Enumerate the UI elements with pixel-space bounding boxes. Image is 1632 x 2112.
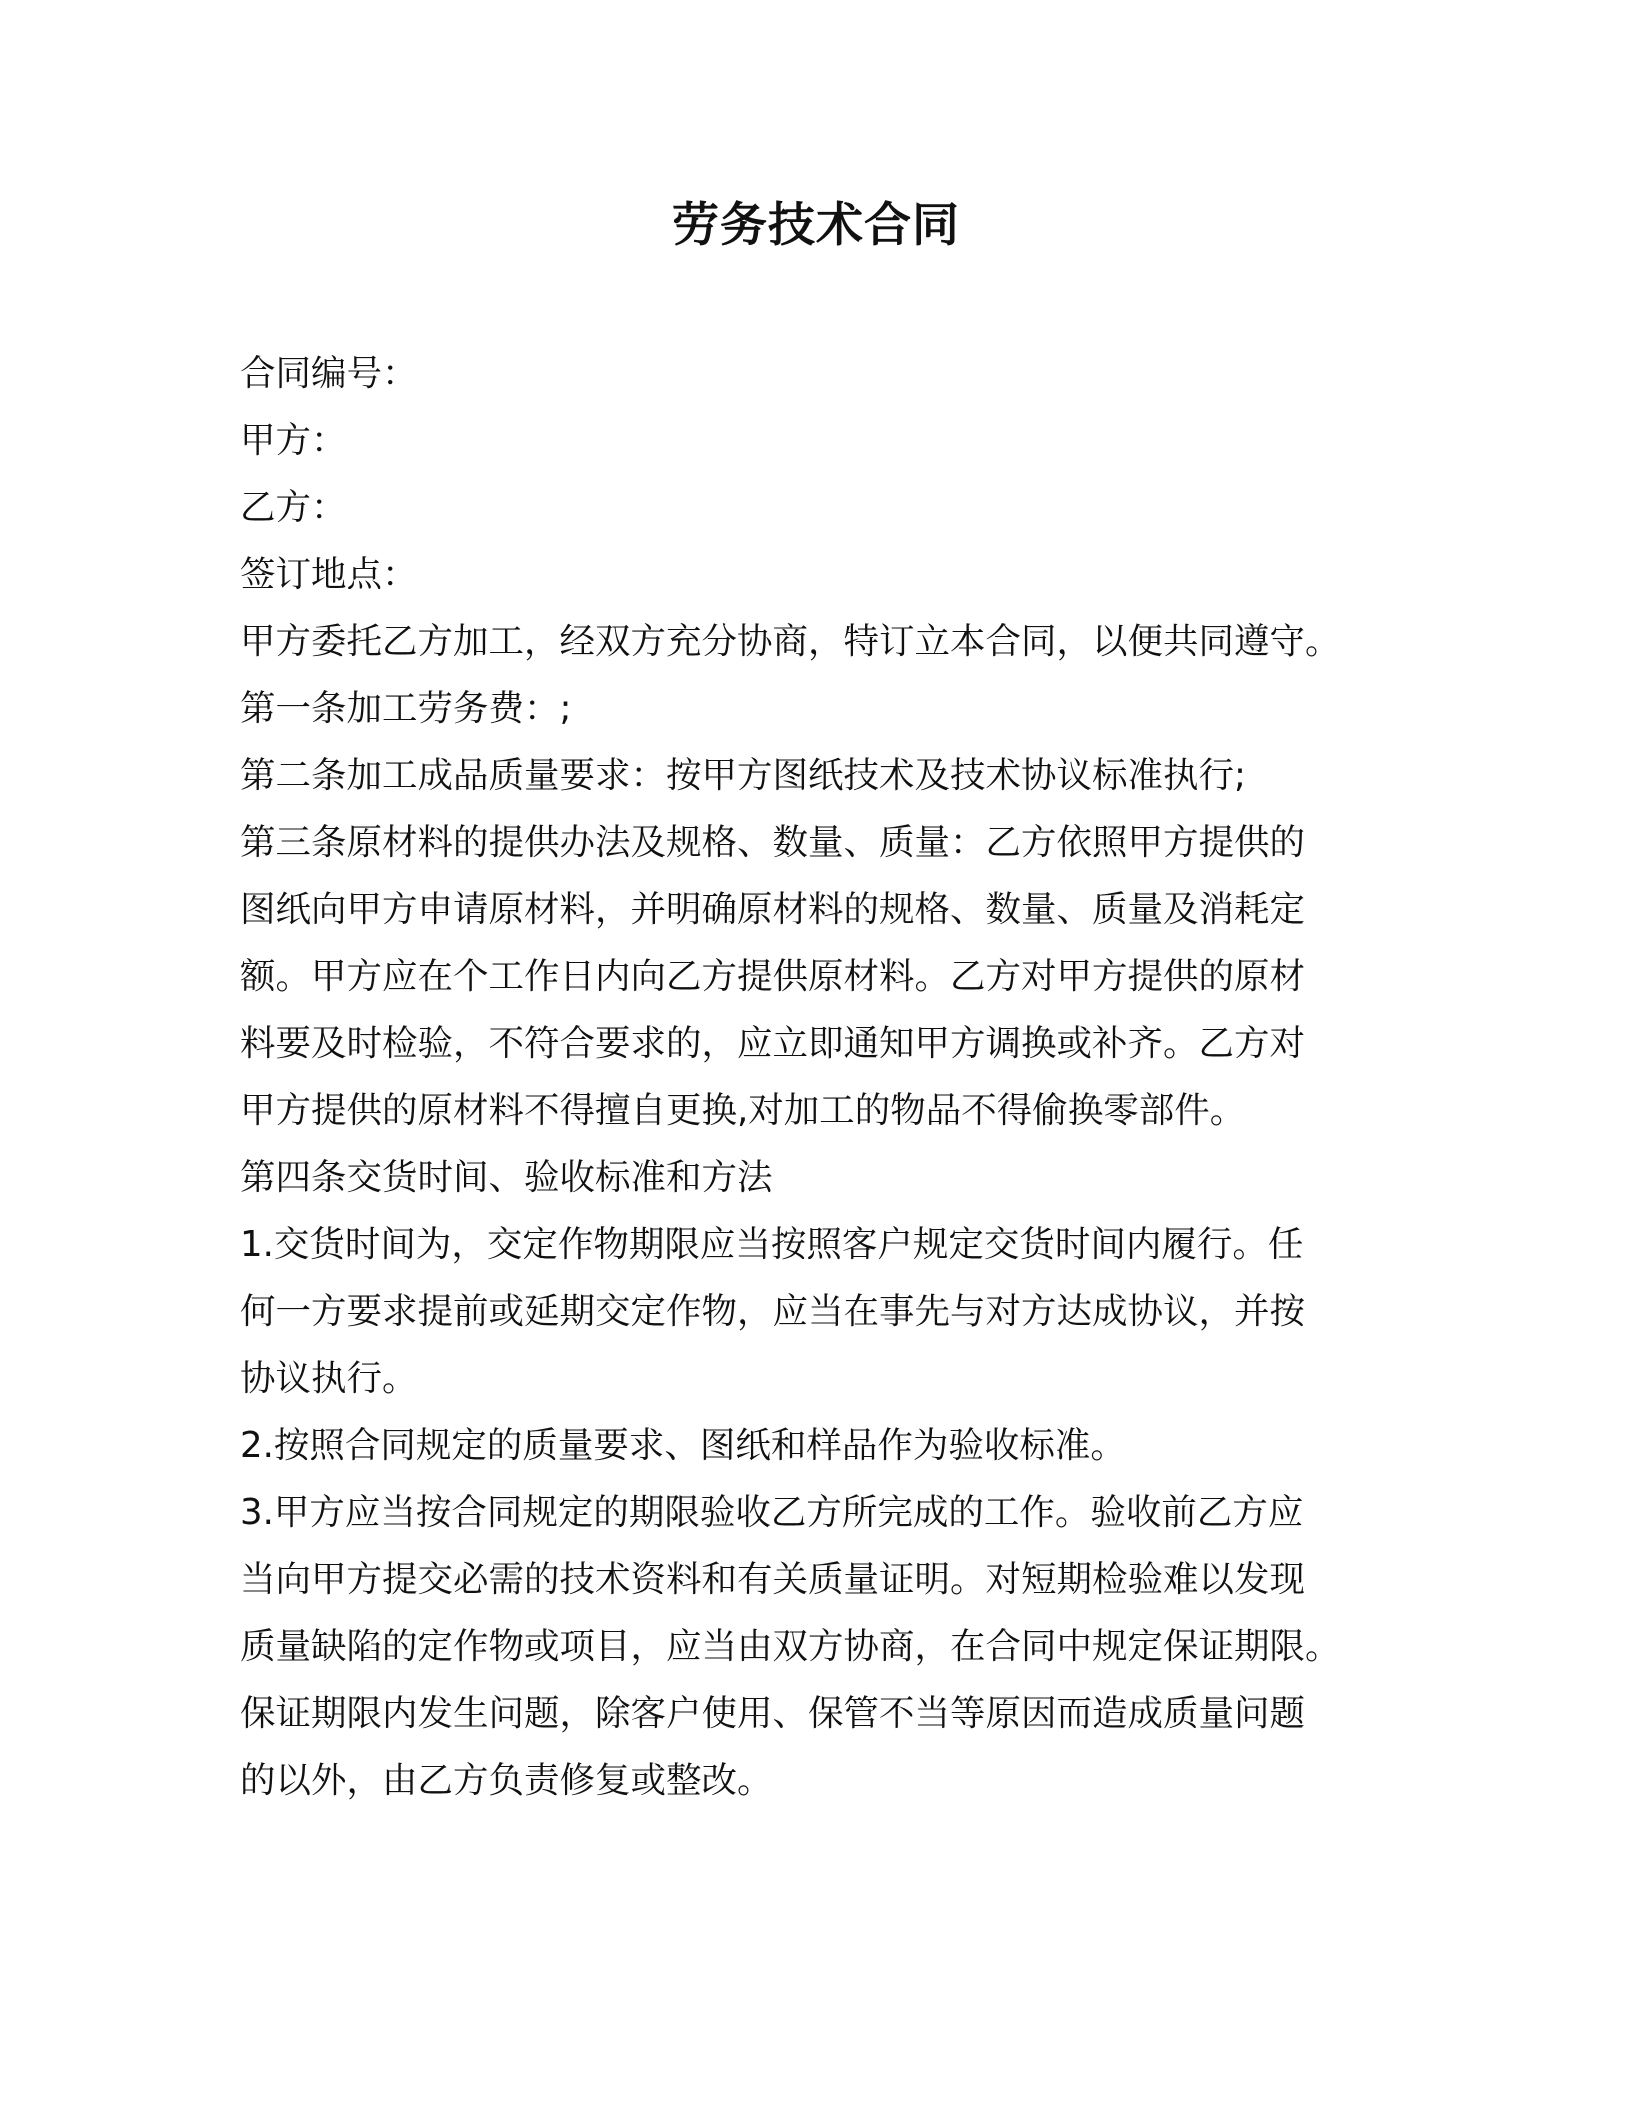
article-4-item-2: 2.按照合同规定的质量要求、图纸和样品作为验收标准。: [240, 1425, 1126, 1466]
article-4-item-3: 的以外，由乙方负责修复或整改。: [240, 1760, 773, 1801]
preamble-line: 甲方委托乙方加工，经双方充分协商，特订立本合同，以便共同遵守。: [240, 621, 1341, 662]
article-3-line: 图纸向甲方申请原材料，并明确原材料的规格、数量、质量及消耗定: [240, 889, 1306, 930]
article-4-heading: 第四条交货时间、验收标准和方法: [240, 1157, 773, 1198]
document-body: [240, 340, 1400, 1814]
party-a-line: 甲方：: [240, 420, 347, 461]
article-3-line: 料要及时检验，不符合要求的，应立即通知甲方调换或补齐。乙方对: [240, 1023, 1306, 1064]
article-4-item-1: 1.交货时间为，交定作物期限应当按照客户规定交货时间内履行。任: [240, 1224, 1304, 1265]
article-3-line: 第三条原材料的提供办法及规格、数量、质量：乙方依照甲方提供的: [240, 822, 1306, 863]
article-4-item-3: 保证期限内发生问题，除客户使用、保管不当等原因而造成质量问题: [240, 1693, 1306, 1734]
article-4-item-3: 质量缺陷的定作物或项目，应当由双方协商，在合同中规定保证期限。: [240, 1626, 1341, 1667]
article-3-line: 甲方提供的原材料不得擅自更换,对加工的物品不得偷换零部件。: [240, 1090, 1246, 1131]
article-1-line: 第一条加工劳务费：;: [240, 688, 572, 729]
article-4-item-1: 协议执行。: [240, 1358, 418, 1399]
article-3-line: 额。甲方应在个工作日内向乙方提供原材料。乙方对甲方提供的原材: [240, 956, 1306, 997]
article-4-item-1: 何一方要求提前或延期交定作物，应当在事先与对方达成协议，并按: [240, 1291, 1306, 1332]
article-2-line: 第二条加工成品质量要求：按甲方图纸技术及技术协议标准执行;: [240, 755, 1246, 796]
article-4-item-3: 当向甲方提交必需的技术资料和有关质量证明。对短期检验难以发现: [240, 1559, 1306, 1600]
contract-number-line: 合同编号：: [240, 353, 418, 394]
document-title: 劳务技术合同: [672, 198, 960, 253]
signing-place-line: 签订地点：: [240, 554, 418, 595]
article-4-item-3: 3.甲方应当按合同规定的期限验收乙方所完成的工作。验收前乙方应: [240, 1492, 1304, 1533]
party-b-line: 乙方：: [240, 487, 347, 528]
